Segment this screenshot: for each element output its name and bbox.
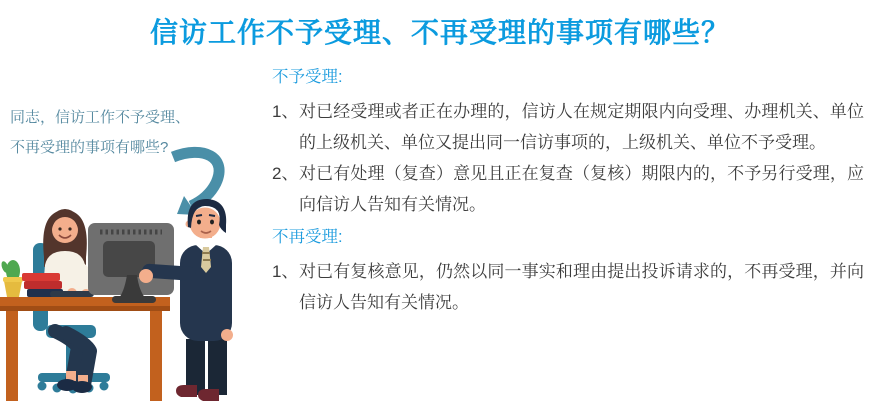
content-column bbox=[272, 66, 864, 318]
computer-monitor bbox=[88, 223, 174, 303]
list-item-marker: 2、 bbox=[272, 164, 299, 183]
list-item-text: 对已经受理或者正在办理的，信访人在规定期限内向受理、办理机关、单位的上级机关、单位又提出同一信访事项的，上级机关、单位不予受理。 bbox=[299, 102, 864, 152]
section-heading-no-accept: 不予受理: bbox=[272, 68, 343, 86]
section-no-accept bbox=[272, 66, 864, 220]
keyboard bbox=[50, 291, 94, 297]
list-item-marker: 1、 bbox=[272, 102, 299, 121]
section-heading-no-longer-accept: 不再受理: bbox=[272, 228, 343, 246]
list-item bbox=[272, 96, 864, 158]
list-item-text: 对已有处理（复查）意见且正在复查（复核）期限内的，不予另行受理，应向信访人告知有关情况。 bbox=[299, 164, 864, 214]
speech-line-2: 不再受理的事项有哪些? bbox=[10, 139, 169, 156]
list-item-text: 对已有复核意见，仍然以同一事实和理由提出投诉请求的，不再受理，并向信访人告知有关情况。 bbox=[299, 262, 864, 312]
list-item-marker: 1、 bbox=[272, 262, 299, 281]
list-item bbox=[272, 158, 864, 220]
list-item bbox=[272, 256, 864, 318]
speech-line-1: 同志，信访工作不予受理、 bbox=[10, 109, 191, 126]
cactus-plant bbox=[0, 260, 23, 297]
illustration-consultation-scene bbox=[0, 95, 245, 401]
section-no-longer-accept bbox=[272, 226, 864, 318]
page-title: 信访工作不予受理、不再受理的事项有哪些？ bbox=[149, 17, 730, 48]
